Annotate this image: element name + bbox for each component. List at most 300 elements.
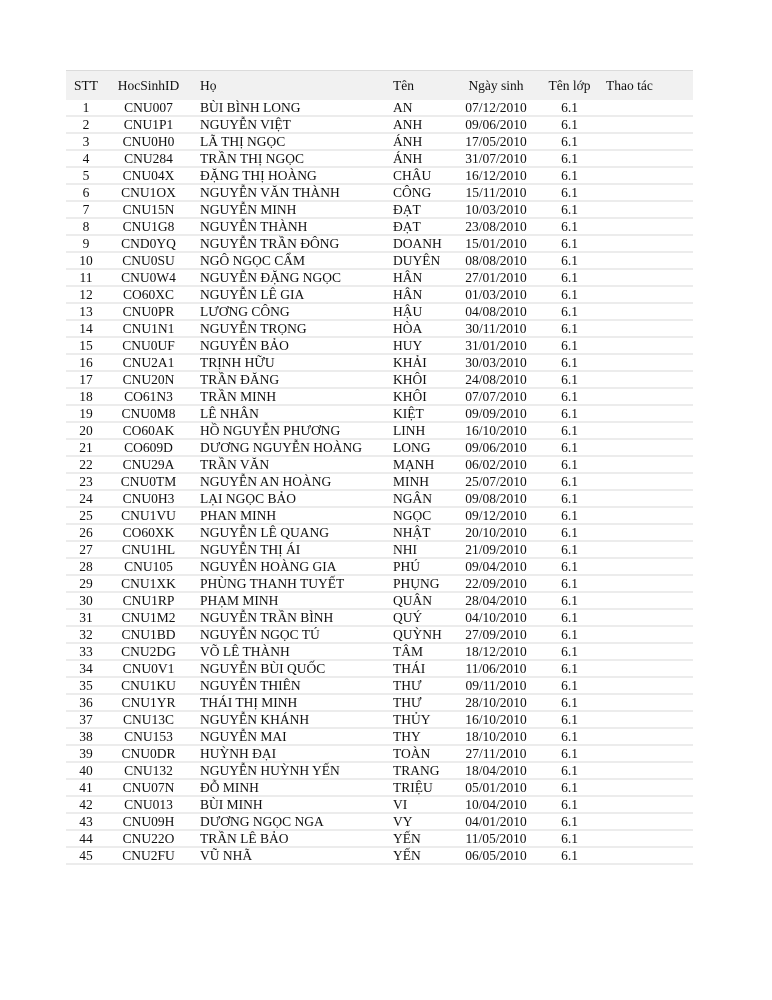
thaotac-cell — [598, 762, 693, 779]
table-row — [66, 558, 693, 575]
column-header-thaotac: Thao tác — [598, 71, 693, 101]
tenlop-cell: 6.1 — [541, 201, 598, 218]
ngaysinh-cell: 07/07/2010 — [451, 388, 541, 405]
ngaysinh-cell: 15/01/2010 — [451, 235, 541, 252]
ngaysinh-cell: 31/01/2010 — [451, 337, 541, 354]
stt-cell: 22 — [66, 456, 106, 473]
thaotac-cell — [598, 371, 693, 388]
tenlop-cell: 6.1 — [541, 745, 598, 762]
stt-cell: 4 — [66, 150, 106, 167]
ngaysinh-cell: 16/10/2010 — [451, 711, 541, 728]
ten-cell: KHÔI — [385, 388, 451, 405]
ngaysinh-cell: 18/10/2010 — [451, 728, 541, 745]
stt-cell: 45 — [66, 847, 106, 864]
table-row — [66, 592, 693, 609]
table-row — [66, 218, 693, 235]
hocsinhid-cell: CNU07N — [106, 779, 191, 796]
ngaysinh-cell: 09/09/2010 — [451, 405, 541, 422]
hocsinhid-cell: CNU0M8 — [106, 405, 191, 422]
thaotac-cell — [598, 150, 693, 167]
stt-cell: 39 — [66, 745, 106, 762]
ngaysinh-cell: 06/05/2010 — [451, 847, 541, 864]
table-row — [66, 507, 693, 524]
hocsinhid-cell: CNU15N — [106, 201, 191, 218]
thaotac-cell — [598, 218, 693, 235]
ngaysinh-cell: 09/04/2010 — [451, 558, 541, 575]
table-row — [66, 286, 693, 303]
table-row — [66, 116, 693, 133]
ho-cell: NGUYỄN THỊ ÁI — [191, 541, 385, 558]
thaotac-cell — [598, 269, 693, 286]
table-row — [66, 303, 693, 320]
ho-cell: NGUYỄN ĐẶNG NGỌC — [191, 269, 385, 286]
hocsinhid-cell: CNU1HL — [106, 541, 191, 558]
thaotac-cell — [598, 235, 693, 252]
student-table-body — [66, 100, 693, 864]
thaotac-cell — [598, 354, 693, 371]
ngaysinh-cell: 06/02/2010 — [451, 456, 541, 473]
tenlop-cell: 6.1 — [541, 830, 598, 847]
table-row — [66, 337, 693, 354]
ho-cell: PHÙNG THANH TUYẾT — [191, 575, 385, 592]
ho-cell: NGÔ NGỌC CẨM — [191, 252, 385, 269]
thaotac-cell — [598, 677, 693, 694]
tenlop-cell: 6.1 — [541, 252, 598, 269]
tenlop-cell: 6.1 — [541, 235, 598, 252]
ten-cell: PHỤNG — [385, 575, 451, 592]
ho-cell: NGUYỄN AN HOÀNG — [191, 473, 385, 490]
thaotac-cell — [598, 490, 693, 507]
hocsinhid-cell: CNU0DR — [106, 745, 191, 762]
ngaysinh-cell: 11/05/2010 — [451, 830, 541, 847]
table-row — [66, 490, 693, 507]
table-row — [66, 609, 693, 626]
ten-cell: CHÂU — [385, 167, 451, 184]
stt-cell: 12 — [66, 286, 106, 303]
ten-cell: THỦY — [385, 711, 451, 728]
thaotac-cell — [598, 388, 693, 405]
ngaysinh-cell: 27/01/2010 — [451, 269, 541, 286]
tenlop-cell: 6.1 — [541, 337, 598, 354]
tenlop-cell: 6.1 — [541, 626, 598, 643]
ten-cell: PHÚ — [385, 558, 451, 575]
table-row — [66, 184, 693, 201]
table-row — [66, 201, 693, 218]
hocsinhid-cell: CNU1RP — [106, 592, 191, 609]
thaotac-cell — [598, 422, 693, 439]
tenlop-cell: 6.1 — [541, 320, 598, 337]
ngaysinh-cell: 23/08/2010 — [451, 218, 541, 235]
thaotac-cell — [598, 575, 693, 592]
tenlop-cell: 6.1 — [541, 558, 598, 575]
stt-cell: 8 — [66, 218, 106, 235]
student-table-container — [66, 70, 693, 865]
table-row — [66, 660, 693, 677]
table-row — [66, 575, 693, 592]
ten-cell: KHÔI — [385, 371, 451, 388]
ten-cell: QUÝ — [385, 609, 451, 626]
table-row — [66, 796, 693, 813]
hocsinhid-cell: CNU1N1 — [106, 320, 191, 337]
ho-cell: DƯƠNG NGỌC NGA — [191, 813, 385, 830]
ho-cell: NGUYỄN LÊ QUANG — [191, 524, 385, 541]
ten-cell: ĐẠT — [385, 201, 451, 218]
thaotac-cell — [598, 116, 693, 133]
stt-cell: 32 — [66, 626, 106, 643]
ho-cell: BÙI MINH — [191, 796, 385, 813]
ho-cell: TRẦN ĐĂNG — [191, 371, 385, 388]
hocsinhid-cell: CNU0SU — [106, 252, 191, 269]
ten-cell: KHẢI — [385, 354, 451, 371]
ngaysinh-cell: 09/12/2010 — [451, 507, 541, 524]
thaotac-cell — [598, 133, 693, 150]
tenlop-cell: 6.1 — [541, 762, 598, 779]
ten-cell: TRIỆU — [385, 779, 451, 796]
ten-cell: QUÂN — [385, 592, 451, 609]
ngaysinh-cell: 09/06/2010 — [451, 116, 541, 133]
ngaysinh-cell: 16/10/2010 — [451, 422, 541, 439]
ten-cell: TRANG — [385, 762, 451, 779]
table-row — [66, 711, 693, 728]
stt-cell: 23 — [66, 473, 106, 490]
tenlop-cell: 6.1 — [541, 100, 598, 116]
table-row — [66, 524, 693, 541]
stt-cell: 26 — [66, 524, 106, 541]
thaotac-cell — [598, 456, 693, 473]
ngaysinh-cell: 25/07/2010 — [451, 473, 541, 490]
table-row — [66, 133, 693, 150]
ho-cell: NGUYỄN MAI — [191, 728, 385, 745]
hocsinhid-cell: CNU1OX — [106, 184, 191, 201]
hocsinhid-cell: CNU0H3 — [106, 490, 191, 507]
table-row — [66, 626, 693, 643]
thaotac-cell — [598, 286, 693, 303]
ten-cell: YẾN — [385, 847, 451, 864]
thaotac-cell — [598, 184, 693, 201]
hocsinhid-cell: CNU20N — [106, 371, 191, 388]
ho-cell: NGUYỄN VĂN THÀNH — [191, 184, 385, 201]
ho-cell: HỒ NGUYỄN PHƯƠNG — [191, 422, 385, 439]
stt-cell: 42 — [66, 796, 106, 813]
ho-cell: NGUYỄN HOÀNG GIA — [191, 558, 385, 575]
tenlop-cell: 6.1 — [541, 473, 598, 490]
stt-cell: 43 — [66, 813, 106, 830]
ngaysinh-cell: 17/05/2010 — [451, 133, 541, 150]
hocsinhid-cell: CNU1P1 — [106, 116, 191, 133]
tenlop-cell: 6.1 — [541, 694, 598, 711]
ho-cell: NGUYỄN LÊ GIA — [191, 286, 385, 303]
ho-cell: NGUYỄN MINH — [191, 201, 385, 218]
ngaysinh-cell: 09/08/2010 — [451, 490, 541, 507]
ngaysinh-cell: 31/07/2010 — [451, 150, 541, 167]
table-row — [66, 371, 693, 388]
ho-cell: PHẠM MINH — [191, 592, 385, 609]
column-header-stt: STT — [66, 71, 106, 101]
ho-cell: TRẦN LÊ BẢO — [191, 830, 385, 847]
tenlop-cell: 6.1 — [541, 184, 598, 201]
ten-cell: THY — [385, 728, 451, 745]
thaotac-cell — [598, 558, 693, 575]
hocsinhid-cell: CNU0UF — [106, 337, 191, 354]
ho-cell: DƯƠNG NGUYỄN HOÀNG — [191, 439, 385, 456]
tenlop-cell: 6.1 — [541, 116, 598, 133]
hocsinhid-cell: CNU04X — [106, 167, 191, 184]
ho-cell: NGUYỄN VIỆT — [191, 116, 385, 133]
table-row — [66, 269, 693, 286]
thaotac-cell — [598, 405, 693, 422]
table-row — [66, 100, 693, 116]
stt-cell: 27 — [66, 541, 106, 558]
ten-cell: YẾN — [385, 830, 451, 847]
hocsinhid-cell: CNU1YR — [106, 694, 191, 711]
thaotac-cell — [598, 524, 693, 541]
ten-cell: NHI — [385, 541, 451, 558]
student-table — [66, 70, 693, 865]
hocsinhid-cell: CNU1BD — [106, 626, 191, 643]
hocsinhid-cell: CNU007 — [106, 100, 191, 116]
tenlop-cell: 6.1 — [541, 269, 598, 286]
ten-cell: CÔNG — [385, 184, 451, 201]
hocsinhid-cell: CNU105 — [106, 558, 191, 575]
column-header-hocsinhid: HocSinhID — [106, 71, 191, 101]
table-row — [66, 150, 693, 167]
ten-cell: DUYÊN — [385, 252, 451, 269]
ten-cell: ÁNH — [385, 133, 451, 150]
stt-cell: 28 — [66, 558, 106, 575]
thaotac-cell — [598, 660, 693, 677]
table-row — [66, 779, 693, 796]
thaotac-cell — [598, 745, 693, 762]
ten-cell: HÂN — [385, 269, 451, 286]
hocsinhid-cell: CNU2DG — [106, 643, 191, 660]
ngaysinh-cell: 08/08/2010 — [451, 252, 541, 269]
table-row — [66, 252, 693, 269]
column-header-ngaysinh: Ngày sinh — [451, 71, 541, 101]
thaotac-cell — [598, 201, 693, 218]
stt-cell: 6 — [66, 184, 106, 201]
hocsinhid-cell: CNU09H — [106, 813, 191, 830]
stt-cell: 9 — [66, 235, 106, 252]
tenlop-cell: 6.1 — [541, 711, 598, 728]
thaotac-cell — [598, 167, 693, 184]
thaotac-cell — [598, 592, 693, 609]
ho-cell: NGUYỄN NGỌC TÚ — [191, 626, 385, 643]
header-row — [66, 71, 693, 101]
thaotac-cell — [598, 439, 693, 456]
ho-cell: ĐẶNG THỊ HOÀNG — [191, 167, 385, 184]
ho-cell: NGUYỄN TRỌNG — [191, 320, 385, 337]
stt-cell: 25 — [66, 507, 106, 524]
hocsinhid-cell: CNU0TM — [106, 473, 191, 490]
ngaysinh-cell: 22/09/2010 — [451, 575, 541, 592]
tenlop-cell: 6.1 — [541, 150, 598, 167]
ngaysinh-cell: 28/10/2010 — [451, 694, 541, 711]
tenlop-cell: 6.1 — [541, 524, 598, 541]
ho-cell: HUỲNH ĐẠI — [191, 745, 385, 762]
hocsinhid-cell: CNU013 — [106, 796, 191, 813]
tenlop-cell: 6.1 — [541, 847, 598, 864]
ho-cell: BÙI BÌNH LONG — [191, 100, 385, 116]
stt-cell: 10 — [66, 252, 106, 269]
ten-cell: HẬU — [385, 303, 451, 320]
ten-cell: THƯ — [385, 694, 451, 711]
ten-cell: THƯ — [385, 677, 451, 694]
hocsinhid-cell: CO609D — [106, 439, 191, 456]
table-row — [66, 235, 693, 252]
ten-cell: QUỲNH — [385, 626, 451, 643]
tenlop-cell: 6.1 — [541, 133, 598, 150]
ho-cell: LÊ NHÂN — [191, 405, 385, 422]
ngaysinh-cell: 27/11/2010 — [451, 745, 541, 762]
ngaysinh-cell: 10/04/2010 — [451, 796, 541, 813]
tenlop-cell: 6.1 — [541, 677, 598, 694]
table-row — [66, 728, 693, 745]
stt-cell: 11 — [66, 269, 106, 286]
thaotac-cell — [598, 252, 693, 269]
ten-cell: ANH — [385, 116, 451, 133]
ngaysinh-cell: 07/12/2010 — [451, 100, 541, 116]
hocsinhid-cell: CNU153 — [106, 728, 191, 745]
ngaysinh-cell: 21/09/2010 — [451, 541, 541, 558]
ho-cell: NGUYỄN KHÁNH — [191, 711, 385, 728]
stt-cell: 31 — [66, 609, 106, 626]
tenlop-cell: 6.1 — [541, 490, 598, 507]
hocsinhid-cell: CNU1G8 — [106, 218, 191, 235]
ten-cell: LINH — [385, 422, 451, 439]
ho-cell: NGUYỄN BẢO — [191, 337, 385, 354]
ten-cell: MINH — [385, 473, 451, 490]
hocsinhid-cell: CNU1VU — [106, 507, 191, 524]
stt-cell: 13 — [66, 303, 106, 320]
ten-cell: NGÂN — [385, 490, 451, 507]
table-row — [66, 762, 693, 779]
ten-cell: NGỌC — [385, 507, 451, 524]
thaotac-cell — [598, 711, 693, 728]
table-row — [66, 847, 693, 864]
hocsinhid-cell: CNU2A1 — [106, 354, 191, 371]
hocsinhid-cell: CNU0V1 — [106, 660, 191, 677]
tenlop-cell: 6.1 — [541, 439, 598, 456]
table-row — [66, 643, 693, 660]
stt-cell: 30 — [66, 592, 106, 609]
hocsinhid-cell: CND0YQ — [106, 235, 191, 252]
ten-cell: LONG — [385, 439, 451, 456]
hocsinhid-cell: CNU0W4 — [106, 269, 191, 286]
tenlop-cell: 6.1 — [541, 541, 598, 558]
stt-cell: 41 — [66, 779, 106, 796]
ho-cell: NGUYỄN THIÊN — [191, 677, 385, 694]
ten-cell: ĐẠT — [385, 218, 451, 235]
ten-cell: AN — [385, 100, 451, 116]
hocsinhid-cell: CNU132 — [106, 762, 191, 779]
ngaysinh-cell: 09/11/2010 — [451, 677, 541, 694]
stt-cell: 19 — [66, 405, 106, 422]
stt-cell: 2 — [66, 116, 106, 133]
stt-cell: 44 — [66, 830, 106, 847]
student-table-header — [66, 71, 693, 101]
stt-cell: 20 — [66, 422, 106, 439]
ho-cell: VŨ NHÃ — [191, 847, 385, 864]
ten-cell: DOANH — [385, 235, 451, 252]
ngaysinh-cell: 04/10/2010 — [451, 609, 541, 626]
column-header-tenlop: Tên lớp — [541, 71, 598, 101]
tenlop-cell: 6.1 — [541, 218, 598, 235]
stt-cell: 1 — [66, 100, 106, 116]
ho-cell: NGUYỄN THÀNH — [191, 218, 385, 235]
tenlop-cell: 6.1 — [541, 813, 598, 830]
ngaysinh-cell: 09/06/2010 — [451, 439, 541, 456]
hocsinhid-cell: CNU22O — [106, 830, 191, 847]
stt-cell: 38 — [66, 728, 106, 745]
stt-cell: 21 — [66, 439, 106, 456]
ho-cell: VÕ LÊ THÀNH — [191, 643, 385, 660]
stt-cell: 36 — [66, 694, 106, 711]
stt-cell: 7 — [66, 201, 106, 218]
column-header-ho: Họ — [191, 71, 385, 101]
hocsinhid-cell: CNU2FU — [106, 847, 191, 864]
tenlop-cell: 6.1 — [541, 286, 598, 303]
ten-cell: TÂM — [385, 643, 451, 660]
ngaysinh-cell: 30/03/2010 — [451, 354, 541, 371]
hocsinhid-cell: CO60AK — [106, 422, 191, 439]
stt-cell: 14 — [66, 320, 106, 337]
stt-cell: 24 — [66, 490, 106, 507]
hocsinhid-cell: CNU284 — [106, 150, 191, 167]
hocsinhid-cell: CNU0H0 — [106, 133, 191, 150]
table-row — [66, 320, 693, 337]
table-row — [66, 813, 693, 830]
stt-cell: 16 — [66, 354, 106, 371]
ho-cell: PHAN MINH — [191, 507, 385, 524]
ngaysinh-cell: 18/04/2010 — [451, 762, 541, 779]
table-row — [66, 388, 693, 405]
hocsinhid-cell: CNU29A — [106, 456, 191, 473]
tenlop-cell: 6.1 — [541, 575, 598, 592]
tenlop-cell: 6.1 — [541, 779, 598, 796]
ngaysinh-cell: 24/08/2010 — [451, 371, 541, 388]
thaotac-cell — [598, 796, 693, 813]
thaotac-cell — [598, 830, 693, 847]
column-header-ten: Tên — [385, 71, 451, 101]
tenlop-cell: 6.1 — [541, 456, 598, 473]
ho-cell: TRỊNH HỮU — [191, 354, 385, 371]
table-row — [66, 354, 693, 371]
table-row — [66, 439, 693, 456]
ten-cell: HUY — [385, 337, 451, 354]
stt-cell: 15 — [66, 337, 106, 354]
thaotac-cell — [598, 813, 693, 830]
thaotac-cell — [598, 728, 693, 745]
thaotac-cell — [598, 320, 693, 337]
ten-cell: HÂN — [385, 286, 451, 303]
tenlop-cell: 6.1 — [541, 643, 598, 660]
tenlop-cell: 6.1 — [541, 371, 598, 388]
stt-cell: 17 — [66, 371, 106, 388]
ten-cell: ÁNH — [385, 150, 451, 167]
ngaysinh-cell: 04/08/2010 — [451, 303, 541, 320]
tenlop-cell: 6.1 — [541, 422, 598, 439]
table-row — [66, 422, 693, 439]
table-row — [66, 405, 693, 422]
ngaysinh-cell: 18/12/2010 — [451, 643, 541, 660]
ngaysinh-cell: 20/10/2010 — [451, 524, 541, 541]
thaotac-cell — [598, 609, 693, 626]
ten-cell: VI — [385, 796, 451, 813]
thaotac-cell — [598, 507, 693, 524]
stt-cell: 34 — [66, 660, 106, 677]
tenlop-cell: 6.1 — [541, 405, 598, 422]
thaotac-cell — [598, 473, 693, 490]
